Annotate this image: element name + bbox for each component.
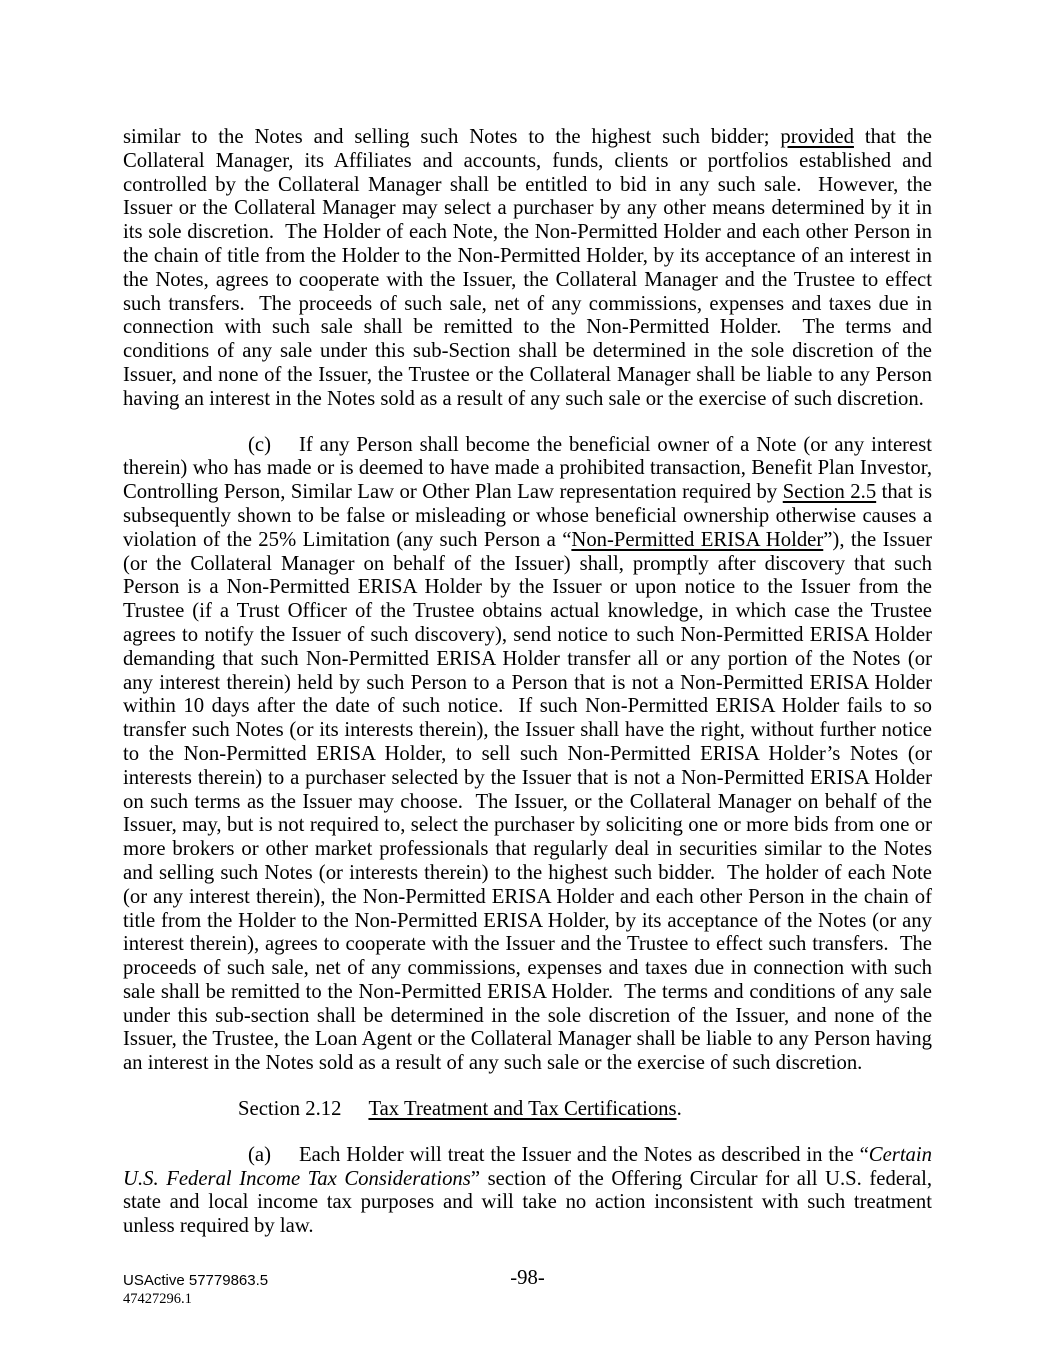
text-run: that the Collateral Manager, its Affiliates and accounts, funds, clients or portfolios established and controlled by the Collateral Manager shall be entitled to bid in any such sale. However, the Issuer or the Collateral Manager may select a purchaser by any other means determined by it in its sole discretion. The Holder of each Note, the Non-Permitted Holder and each other Person in the chain of title from the Holder to the Non-Permitted Holder, by its acceptance of an interest in the Notes, agrees to cooperate with the Issuer, the Collateral Manager and the Trustee to effect such transfers. The proceeds of such sale, net of any commissions, expenses and taxes due in connection with such sale shall be remitted to the Non-Permitted Holder. The terms and conditions of any sale under this sub-Section shall be determined in the sole discretion of the Issuer, and none of the Issuer, the Trustee or the Collateral Manager shall be liable to any Person having an interest in the Notes sold as a result of any such sale or the exercise of such discretion. xyxy=(123,126,932,410)
italic-term: Certain U.S. Federal Income Tax Considerations xyxy=(123,1143,932,1190)
paragraph-a xyxy=(123,1144,932,1239)
underlined-defined-term: Non-Permitted ERISA Holder xyxy=(571,528,824,551)
text-run: If any Person shall become the beneficial owner of a Note (or any interest therein) who has made or is deemed to have made a prohibited transaction, Benefit Plan Investor, Controlling Person, Similar Law or Other Plan Law representation required by xyxy=(123,433,932,504)
text-run: ”), the Issuer (or the Collateral Manager on behalf of the Issuer) shall, promptly after discovery that such Person is a Non-Permitted ERISA Holder by the Issuer or upon notice to the Issuer from the Trustee (if a Trust Officer of the Trustee obtains actual knowledge, in which case the Trustee agrees to notify the Issuer of such discovery), send notice to such Non-Permitted ERISA Holder demanding that such Non-Permitted ERISA Holder transfer all or any portion of the Notes (or any interest therein) held by such Person to a Person that is not a Non-Permitted ERISA Holder within 10 days after the date of such notice. If such Non-Permitted ERISA Holder fails to so transfer such Notes (or its interests therein), the Issuer shall have the right, without further notice to the Non-Permitted ERISA Holder, to sell such Non-Permitted ERISA Holder’s Notes (or interests therein) to a purchaser selected by the Issuer that is not a Non-Permitted ERISA Holder on such terms as the Issuer may choose. The Issuer, or the Collateral Manager on behalf of the Issuer, may, but is not required to, select the purchaser by soliciting one or more bids from one or more brokers or other market professionals that regularly deal in securities similar to the Notes and selling such Notes (or interests therein) to the highest such bidder. The holder of each Note (or any interest therein), the Non-Permitted ERISA Holder and each other Person in the chain of title from the Holder to the Non-Permitted ERISA Holder, by its acceptance of the Notes (or any interest therein), agrees to cooperate with the Issuer and the Trustee to effect such transfers. The proceeds of such sale, net of any commissions, expenses and taxes due in connection with such sale shall be remitted to the Non-Permitted ERISA Holder. The terms and conditions of any sale under this sub-section shall be determined in the sole discretion of the Issuer, and none of the Issuer, the Trustee, the Loan Agent or the Collateral Manager shall be liable to any Person having an interest in the Notes sold as a result of any such sale or the exercise of such discretion. xyxy=(123,528,932,1075)
section-2-5-reference: Section 2.5 xyxy=(782,481,877,504)
text-run: that is subsequently shown to be false or misleading or whose beneficial ownership otherwise causes a violation of the 25% Limitation (any such Person a “ xyxy=(123,481,932,551)
footer-doc-id-2: 47427296.1 xyxy=(123,1291,192,1307)
paragraph-c xyxy=(123,434,932,1077)
section-title-period: . xyxy=(676,1098,682,1121)
text-run: ” section of the Offering Circular for all U.S. federal, state and local income tax purposes and will take no action inconsistent with such treatment unless required by law. xyxy=(123,1167,932,1238)
document-body xyxy=(123,126,932,1261)
paragraph-label: (a) xyxy=(248,1143,271,1166)
paragraph-label: (c) xyxy=(248,433,271,456)
section-heading xyxy=(123,1098,932,1122)
text-run: similar to the Notes and selling such Notes to the highest such bidder; xyxy=(123,126,781,148)
text-run: Each Holder will treat the Issuer and the Notes as described in the “ xyxy=(298,1143,869,1166)
underlined-term-provided: provided xyxy=(780,126,854,148)
page-number: -98- xyxy=(510,1267,545,1289)
paragraph-continuation xyxy=(123,126,932,412)
section-title: Tax Treatment and Tax Certifications xyxy=(368,1098,677,1121)
footer-doc-id-1: USActive 57779863.5 xyxy=(123,1272,269,1289)
section-number: Section 2.12 xyxy=(238,1098,342,1121)
